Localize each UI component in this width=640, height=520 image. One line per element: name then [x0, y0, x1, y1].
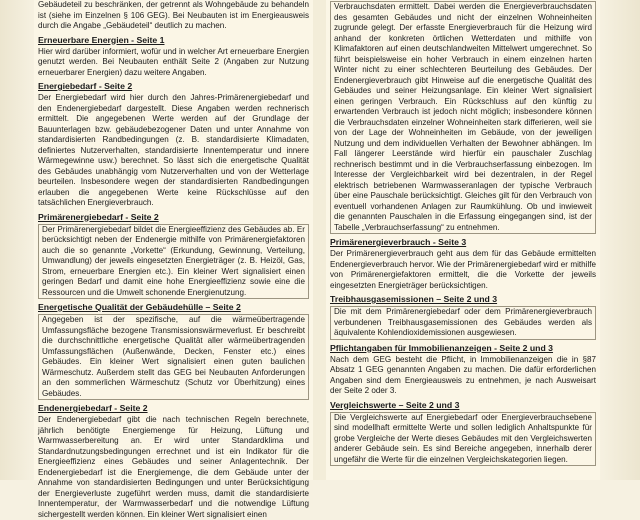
heading-gebaeudehuelle: Energetische Qualität der Gebäudehülle – Seite 2 [38, 302, 241, 312]
left-intro-text: Gebäudeteil zu beschränken, der getrennt als Wohngebäude zu behandeln ist (siehe im Einzelnen § 106 GEG). Bei Neubauten ist im Energieausweis durch die Angabe „Gebäudeteil“ deutlich zu machen. [38, 0, 309, 30]
vergleichswerte-box [330, 412, 596, 467]
section-vergleichswerte [326, 400, 600, 467]
left-column [34, 0, 313, 519]
text-erneuerbare-energien: Hier wird darüber informiert, wofür und in welcher Art erneuerbare Energien genutzt werden. Bei Neubauten enthält Seite 2 (Angaben zur Nutzung erneuerbarer Energien) dazu weitere Angaben. [38, 46, 309, 77]
section-endenergiebedarf [34, 403, 313, 520]
heading-primaerenergiebedarf: Primärenergiebedarf - Seite 2 [38, 211, 159, 222]
text-primaerenergieverbrauch: Der Primärenergieverbrauch geht aus dem für das Gebäude ermittelten Endenergieverbrauch hervor. Wie der Primärenergiebedarf wird er mithilfe von Primärenergiefaktoren ermittelt, die die Vorkette der jeweils eingesetzten Energieträger berücksichtigen. [330, 249, 596, 290]
text-treibhausgasemissionen: Die mit dem Primärenergiebedarf oder dem Primärenergieverbrauch verbundenen Treibhausgasemissionen des Gebäudes werden als äquivalente Kohlendioxidemissionen ausgewiesen. [334, 307, 592, 337]
heading-energiebedarf: Energiebedarf - Seite 2 [38, 81, 133, 91]
heading-endenergiebedarf: Endenergiebedarf - Seite 2 [38, 403, 148, 413]
column-gutter [313, 0, 326, 480]
endenergieverbrauch-box [330, 1, 596, 234]
left-intro [34, 0, 313, 32]
section-energiebedarf [34, 81, 313, 209]
section-pflichtangaben [326, 343, 600, 397]
heading-treibhausgasemissionen: Treibhausgasemissionen – Seite 2 und 3 [330, 294, 498, 304]
text-pflichtangaben: Nach dem GEG besteht die Pflicht, in Immobilienanzeigen die in §87 Absatz 1 GEG genannten Angaben zu machen. Die dafür erforderlichen Angaben sind dem Energieausweis zu entnehmen, je nach Ausweisart der Seite 2 oder 3. [330, 354, 596, 395]
text-vergleichswerte: Die Vergleichswerte auf Energiebedarf oder Energieverbrauchsebene sind modellhaft ermittelte Werte und sollen lediglich Anhaltspunkte für grobe Vergleiche der Werte dieses Gebäudes mit den Vergleichswerten anderer Gebäude sein. Es sind Bereiche angegeben, innerhalb derer ungefähr die Werte für die einzelnen Vergleichskategorien liegen. [334, 412, 592, 464]
section-erneuerbare-energien [34, 35, 313, 79]
right-intro-text: Verbrauchsdaten ermittelt. Dabei werden die Energieverbrauchsdaten des gesamten Gebäudes und nicht der einzelnen Wohneinheiten zugrunde gelegt. Der erfasste Energieverbrauch für die Heizung wird anhand der konkreten örtlichen Wetterdaten und mithilfe von Klimafaktoren auf einen deutschlandweiten Mittelwert umgerechnet. So führt beispielsweise ein hoher Verbrauch in einem einzelnen harten Winter nicht zu einer schlechteren Beurteilung des Gebäudes. Der Endenergieverbrauch gibt Hinweise auf die energetische Qualität des Gebäudes und seiner Heizungsanlage. Ein kleiner Wert signalisiert einen geringen Verbrauch. Ein Rückschluss auf den künftig zu erwartenden Verbrauch ist jedoch nicht möglich; insbesondere können die Verbrauchsdaten einzelner Wohneinheiten stark differieren, weil sie von der Lage der Wohneinheiten im Gebäude, von der jeweiligen Nutzung und dem individuellen Verhalten der Bewohner abhängen. Im Fall längerer Leerstände wird hierfür ein pauschaler Zuschlag rechnerisch bestimmt und in die Verbrauchserfassung einbezogen. Im Interesse der Vergleichbarkeit wird bei dezentralen, in der Regel elektrisch betriebenen Warmwasseranlagen der typische Verbrauch über eine Pauschale berücksichtigt. Gleiches gilt für den Verbrauch von eventuell vorhandenen Anlagen zur Raumkühlung. Ob und inwieweit die genannten Pauschalen in die Erfassung eingegangen sind, ist der Tabelle „Verbrauchserfassung“ zu entnehmen. [334, 2, 592, 232]
text-endenergiebedarf: Der Endenergiebedarf gibt die nach technischen Regeln berechnete, jährlich benötigte Energiemenge für Heizung, Lüftung und Warmwasserbereitung an. Er wird unter Standardklima und Standardnutzungsbedingungen errechnet und ist ein Indikator für die Energieeffizienz eines Gebäudes und seiner Anlagentechnik. Der Endenergiebedarf ist die Energiemenge, die dem Gebäude unter der Annahme von standardisierten Bedingungen und unter Berücksichtigung der Energieverluste zugeführt werden muss, damit die standardisierte Innentemperatur, der Warmwasserbedarf und die notwendige Lüftung sichergestellt werden können. Ein kleiner Wert signalisiert einen [38, 415, 309, 519]
heading-vergleichswerte: Vergleichswerte – Seite 2 und 3 [330, 399, 460, 410]
right-page-margin [600, 0, 640, 480]
treibhausgasemissionen-box [330, 306, 596, 340]
primaerenergiebedarf-box [38, 224, 309, 300]
right-intro [326, 1, 600, 234]
section-gebaeudehuelle [34, 302, 313, 400]
section-primaerenergiebedarf [34, 212, 313, 300]
text-primaerenergiebedarf: Der Primärenergiebedarf bildet die Energieeffizienz des Gebäudes ab. Er berücksichtigt neben der Endenergie mithilfe von Primärenergiefaktoren auch die so genannte „Vorkette“ (Erkundung, Gewinnung, Verteilung, Umwandlung) der jeweils eingesetzten Energieträger (z. B. Heizöl, Gas, Strom, erneuerbare Energien etc.). Ein kleiner Wert signalisiert einen geringen Bedarf und damit eine hohe Energieeffizienz sowie eine die Ressourcen und die Umwelt schonende Energienutzung. [42, 224, 305, 297]
right-column [326, 0, 600, 480]
section-primaerenergieverbrauch [326, 237, 600, 291]
heading-primaerenergieverbrauch: Primärenergieverbrauch - Seite 3 [330, 237, 467, 247]
heading-pflichtangaben: Pflichtangaben für Immobilienanzeigen - Seite 2 und 3 [330, 342, 554, 353]
text-gebaeudehuelle: Angegeben ist der spezifische, auf die wärmeübertragende Umfassungsfläche bezogene Transmissionswärmeverlust. Er beschreibt die durchschnittliche energetische Qualität aller wärmeübertragenden Umfassungsflächen (Außenwände, Decken, Fenster etc.) eines Gebäudes. Ein kleiner Wert signalisiert einen guten baulichen Wärmeschutz. Außerdem stellt das GEG bei Neubauten Anforderungen an den sommerlichen Wärmeschutz (Schutz vor Überhitzung) eines Gebäudes. [42, 315, 305, 398]
left-page-margin [0, 0, 34, 480]
heading-erneuerbare-energien: Erneuerbare Energien - Seite 1 [38, 34, 165, 45]
section-treibhausgasemissionen [326, 294, 600, 340]
text-energiebedarf: Der Energiebedarf wird hier durch den Jahres-Primärenergiebedarf und den Endenergiebedarf dargestellt. Diese Angaben werden rechnerisch ermittelt. Die angegebenen Werte werden auf der Grundlage der Bauunterlagen bzw. gebäudebezogener Daten und unter Annahme von standardisierten Randbedingungen (z. B. standardisierte Klimadaten, definiertes Nutzerverhalten, standardisierte Innentemperatur und innere Wärmegewinne usw.) berechnet. So lässt sich die energetische Qualität des Gebäudes unabhängig vom Nutzerverhalten und von der Wetterlage beurteilen. Insbesondere wegen der standardisierten Randbedingungen erlauben die angegebenen Werte keine Rückschlüsse auf den tatsächlichen Energieverbrauch. [38, 93, 309, 207]
gebaeudehuelle-box [38, 314, 309, 400]
